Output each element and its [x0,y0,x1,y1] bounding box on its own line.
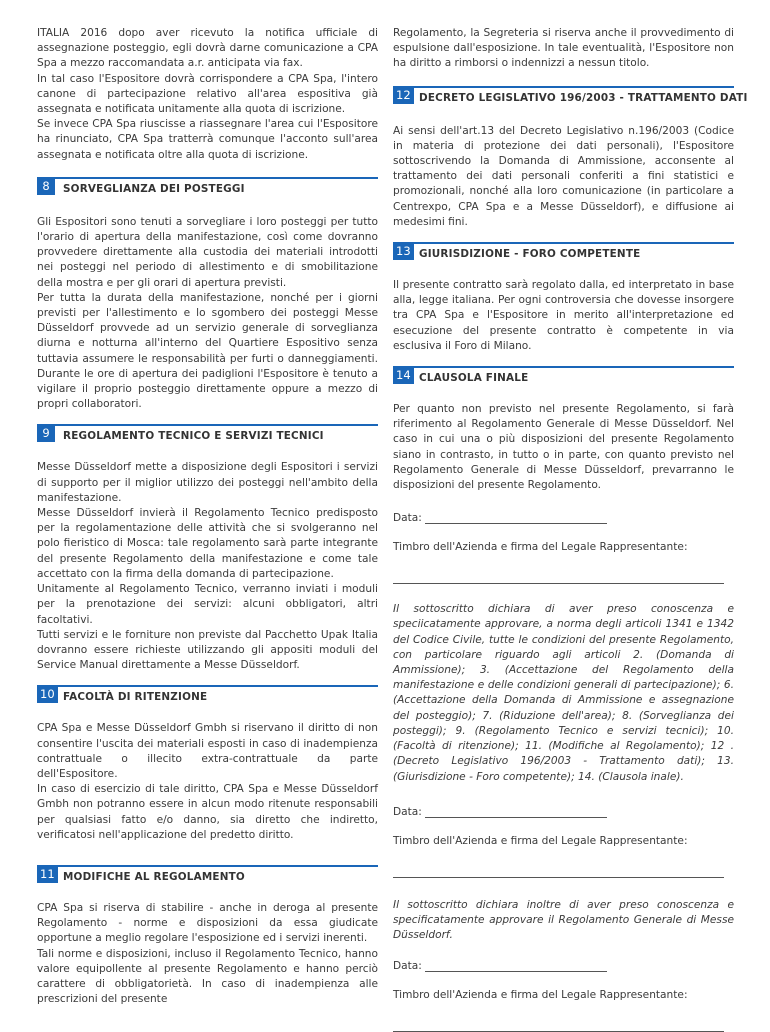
section-paragraph: In caso di esercizio di tale diritto, CPA Spa e Messe Düsseldorf Gmbh non potranno essere in alcun modo ritenute responsabili per qualsiasi fatto e/o danno, sia diretto che indiretto, verificatosi nell'applicazione del predetto diritto. [37,783,378,841]
section-14-header [393,366,734,390]
section-paragraph: Tutti servizi e le forniture non previste dal Pacchetto Upak Italia dovranno essere richieste utilizzando gli appositi moduli del Service Manual direttamente a Messe Düsseldorf. [37,628,378,672]
left-column [37,26,378,1007]
section-10-header [37,685,378,709]
section-number: 9 [37,424,55,442]
section-paragraph: Il presente contratto sarà regolato dalla, ed interpretato in base alla, legge italiana. Per ogni controversia che dovesse insorgere tra CPA Spa e l'Espositore in merito all'interpretazione ed esecuzione del presente contratto è competente in via esclusiva il Foro di Milano. [393,279,734,352]
date-label: Data: [393,805,422,818]
date-field[interactable] [393,959,734,974]
section-8-header [37,177,378,201]
section-paragraph: Per quanto non previsto nel presente Regolamento, si farà riferimento al Regolamento Generale di Messe Düsseldorf. Nel caso in cui una o più disposizioni del presente Regolamento siano in contrasto, in tutto o in parte, con quanto previsto nel Regolamento Generale di Messe Düsseldorf, prevarranno le disposizioni del presente Regolamento. [393,403,734,492]
section-title: GIURISDIZIONE - FORO COMPETENTE [419,248,641,261]
section-number: 8 [37,177,55,195]
section-paragraph: Unitamente al Regolamento Tecnico, verranno inviati i moduli per la prenotazione dei servizi: alcuni obbligatori, altri facoltativi. [37,583,378,626]
date-field[interactable] [393,511,734,526]
section-number: 13 [393,242,414,260]
section-paragraph: Messe Düsseldorf mette a disposizione degli Espositori i servizi di supporto per il miglior utilizzo dei posteggi nell'ambito della manifestazione. [37,461,378,504]
signature-label: Timbro dell'Azienda e firma del Legale Rappresentante: [393,834,688,847]
date-line [425,523,607,524]
signature-label: Timbro dell'Azienda e firma del Legale Rappresentante: [393,989,688,1002]
section-11-header [37,865,378,889]
date-line [425,817,607,818]
declaration-paragraph: Il sottoscritto dichiara inoltre di aver preso conoscenza e specificatamente approvare il Regolamento Generale di Messe Düsseldorf. [393,898,734,942]
section-title: MODIFICHE AL REGOLAMENTO [63,870,245,883]
intro-paragraph: In tal caso l'Espositore dovrà corrispondere a CPA Spa, l'intero canone di partecipazione relativo all'area espositiva già assegnata e notificata unitamente alla quota di iscrizione. [37,72,378,116]
section-9-header [37,424,378,448]
signature-label: Timbro dell'Azienda e firma del Legale Rappresentante: [393,541,688,554]
right-column [393,26,748,1032]
section-number: 12 [393,86,414,104]
declaration-paragraph: Il sottoscritto dichiara di aver preso conoscenza e speciicatamente approvare, a norma degli articoli 1341 e 1342 del Codice Civile, tutte le condizioni del presente Regolamento, con particolare riguardo agli articoli 2. (Domanda di Ammissione); 3. (Accettazione del Regolamento della manifestazione e delle condizioni generali di partecipazione); 6. (Accettazione della Domanda di Ammissione e assegnazione del posteggio); 7. (Riduzione dell'area); 8. (Sorveglianza dei posteggi); 9. (Regolamento Tecnico e servizi tecnici); 10. (Facoltà di ritenzione); 11. (Modifiche al Regolamento); 12 . (Decreto Legislativo 196/2003 - Trattamento dati); 13. (Giurisdizione - Foro competente); 14. (Clausola inale). [393,603,734,783]
intro-paragraph: Regolamento, la Segreteria si riserva anche il provvedimento di espulsione dall'esposizione. In tale eventualità, l'Espositore non ha diritto a rimborsi o indennizzi a nessun titolo. [393,27,734,70]
section-title: DECRETO LEGISLATIVO 196/2003 - TRATTAMENTO DATI [419,91,748,104]
section-paragraph: Gli Espositori sono tenuti a sorvegliare i loro posteggi per tutto l'orario di apertura della manifestazione, così come dovranno provvedere direttamente alla custodia dei materiali introdotti nei posteggi nel periodo di allestimento e di smobilitazione della mostra e per gli orari di apertura previsti. [37,215,378,289]
section-title: REGOLAMENTO TECNICO E SERVIZI TECNICI [63,430,324,443]
section-number: 11 [37,865,58,883]
date-line [425,971,607,972]
section-paragraph: Messe Düsseldorf invierà il Regolamento Tecnico predisposto per la regolamentazione delle attività che si svolgeranno nel polo fieristico di Mosca: tale regolamento sarà parte integrante del presente Regolamento della manifestazione e come tale accettato con la firma della domanda di partecipazione. [37,507,378,580]
section-title: SORVEGLIANZA DEI POSTEGGI [63,182,245,195]
section-paragraph: Ai sensi dell'art.13 del Decreto Legislativo n.196/2003 (Codice in materia di protezione dei dati personali), l'Espositore sottoscrivendo la Domanda di Ammissione, acconsente al trattamento dei dati personali conferiti a fini statistici e promozionali, nonché alla loro comunicazione (in particolare a Centrexpo, CPA Spa e a Messe Düsseldorf), e diffusione ai medesimi fini. [393,124,734,228]
date-field[interactable] [393,805,734,820]
date-label: Data: [393,512,422,525]
section-paragraph: Per tutta la durata della manifestazione, nonché per i giorni previsti per l'allestimento e lo sgombero dei posteggi Messe Düsseldorf provvede ad un servizio generale di sorveglianza diurna e notturna all'interno del Quartiere Espositivo senza tuttavia assumere le responsabilità per furti o danneggiamenti. Durante le ore di apertura dei padiglioni l'Espositore è tenuto a vigilare il proprio posteggio direttamente oppure a mezzo di propri collaboratori. [37,291,378,411]
intro-paragraph: ITALIA 2016 dopo aver ricevuto la notifica ufficiale di assegnazione posteggio, egli dovrà darne comunicazione a CPA Spa a mezzo raccomandata a.r. anticipata via fax. [37,27,378,70]
section-12-header [393,86,748,110]
section-number: 10 [37,685,58,703]
section-paragraph: CPA Spa si riserva di stabilire - anche in deroga al presente Regolamento - norme e disposizioni da essa giudicate opportune a meglio regolare l'esposizione ed i servizi inerenti. [37,901,378,945]
section-title: CLAUSOLA FINALE [419,372,529,385]
section-paragraph: CPA Spa e Messe Düsseldorf Gmbh si riservano il diritto di non consentire l'uscita dei materiali esposti in caso di inadempienza contrattuale o illecito extra-contrattuale da parte dell'Espositore. [37,722,378,780]
intro-paragraph: Se invece CPA Spa riuscisse a riassegnare l'area cui l'Espositore ha rinunciato, CPA Spa tratterrà comunque l'acconto sull'area assegnata e notificata oltre alla quota di iscrizione. [37,118,378,161]
date-label: Data: [393,960,422,973]
section-13-header [393,242,734,266]
section-title: FACOLTÀ DI RITENZIONE [63,691,208,704]
section-number: 14 [393,366,414,384]
section-paragraph: Tali norme e disposizioni, incluso il Regolamento Tecnico, hanno valore equipollente al presente Regolamento e hanno perciò carattere di obbligatorietà. In caso di inadempienza alle prescrizioni del presente [37,947,378,1006]
